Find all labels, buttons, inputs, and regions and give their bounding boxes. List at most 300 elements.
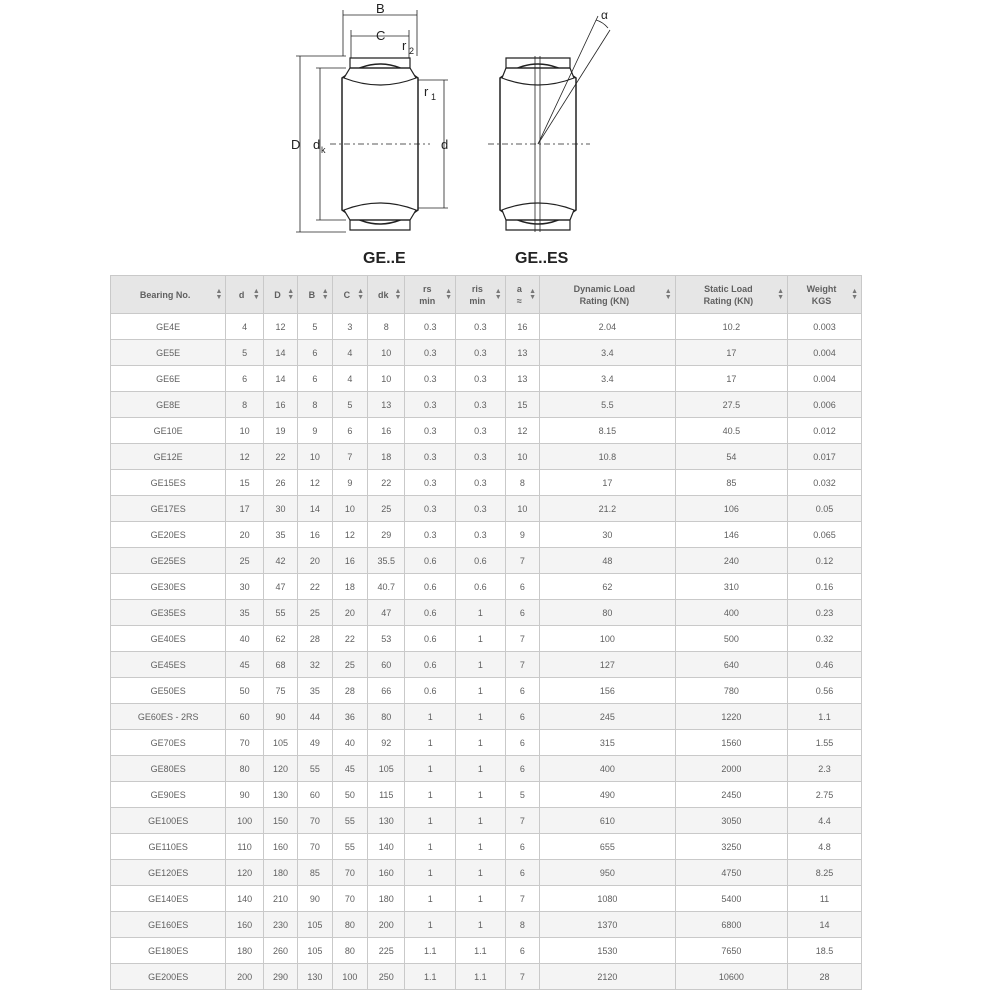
table-cell: 0.3 — [456, 366, 506, 392]
table-cell: 105 — [298, 912, 332, 938]
table-cell: 28 — [332, 678, 367, 704]
table-cell: 180 — [263, 860, 297, 886]
table-cell: GE4E — [111, 314, 226, 340]
table-cell: 0.003 — [788, 314, 862, 340]
table-cell: 1 — [405, 704, 456, 730]
table-cell: 15 — [226, 470, 263, 496]
table-cell: 1 — [456, 600, 506, 626]
table-cell: 1 — [405, 834, 456, 860]
table-cell: 10 — [505, 496, 539, 522]
table-row — [111, 626, 862, 652]
table-cell: 2120 — [540, 964, 676, 990]
table-cell: 160 — [368, 860, 405, 886]
table-cell: 0.6 — [456, 548, 506, 574]
table-body — [111, 314, 862, 990]
table-row — [111, 522, 862, 548]
table-cell: GE12E — [111, 444, 226, 470]
table-cell: 180 — [368, 886, 405, 912]
table-cell: 18.5 — [788, 938, 862, 964]
table-cell: 60 — [368, 652, 405, 678]
sort-arrows-icon[interactable]: ▲ ▼ — [252, 287, 260, 301]
table-cell: 130 — [368, 808, 405, 834]
table-cell: 500 — [675, 626, 787, 652]
table-cell: 80 — [226, 756, 263, 782]
table-cell: 1 — [405, 730, 456, 756]
sort-arrows-icon[interactable]: ▲ ▼ — [851, 287, 858, 301]
table-cell: 18 — [332, 574, 367, 600]
table-cell: 40.5 — [675, 418, 787, 444]
column-header-3[interactable] — [298, 276, 332, 314]
table-cell: GE80ES — [111, 756, 226, 782]
column-header-11[interactable] — [788, 276, 862, 314]
header-line-2: Rating (KN) — [703, 295, 754, 306]
table-cell: 0.3 — [405, 314, 456, 340]
table-cell: 22 — [263, 444, 297, 470]
table-cell: 35.5 — [368, 548, 405, 574]
table-cell: GE110ES — [111, 834, 226, 860]
table-cell: 22 — [332, 626, 367, 652]
table-cell: 90 — [226, 782, 263, 808]
table-cell: 1 — [456, 730, 506, 756]
table-cell: 5 — [298, 314, 332, 340]
table-cell: 45 — [226, 652, 263, 678]
table-cell: 55 — [263, 600, 297, 626]
table-cell: GE120ES — [111, 860, 226, 886]
column-header-label — [419, 283, 441, 307]
table-cell: 7 — [505, 626, 539, 652]
ge-es-drawing — [488, 16, 610, 232]
table-cell: 20 — [226, 522, 263, 548]
table-cell: 640 — [675, 652, 787, 678]
sort-arrows-icon[interactable]: ▲ ▼ — [215, 287, 223, 301]
table-cell: 950 — [540, 860, 676, 886]
table-cell: 70 — [332, 886, 367, 912]
table-cell: 0.3 — [456, 314, 506, 340]
table-cell: 6 — [505, 860, 539, 886]
label-r2: r — [402, 38, 407, 53]
sort-arrows-icon[interactable]: ▲ ▼ — [445, 287, 453, 301]
table-cell: 2000 — [675, 756, 787, 782]
table-cell: 0.23 — [788, 600, 862, 626]
table-cell: 5.5 — [540, 392, 676, 418]
table-cell: 6 — [505, 574, 539, 600]
table-cell: 130 — [263, 782, 297, 808]
table-cell: 655 — [540, 834, 676, 860]
header-line-1: Dynamic Load — [573, 283, 636, 294]
table-cell: 106 — [675, 496, 787, 522]
table-cell: 16 — [298, 522, 332, 548]
table-cell: GE30ES — [111, 574, 226, 600]
sort-arrows-icon[interactable]: ▲ ▼ — [664, 287, 672, 301]
table-cell: GE60ES - 2RS — [111, 704, 226, 730]
table-cell: 1 — [456, 834, 506, 860]
label-c: C — [376, 28, 386, 43]
table-cell: 5 — [332, 392, 367, 418]
table-cell: 6 — [505, 704, 539, 730]
header-line-1: a — [516, 283, 522, 294]
table-cell: 47 — [368, 600, 405, 626]
header-line-1: B — [308, 289, 316, 300]
sort-arrows-icon[interactable]: ▲ ▼ — [494, 287, 502, 301]
table-cell: 0.6 — [405, 574, 456, 600]
column-header-10[interactable] — [675, 276, 787, 314]
column-header-8[interactable] — [505, 276, 539, 314]
table-cell: 7 — [505, 964, 539, 990]
table-cell: GE25ES — [111, 548, 226, 574]
column-header-1[interactable] — [226, 276, 263, 314]
table-cell: 10600 — [675, 964, 787, 990]
table-cell: 150 — [263, 808, 297, 834]
table-cell: 120 — [226, 860, 263, 886]
table-cell: 25 — [226, 548, 263, 574]
table-cell: 17 — [675, 340, 787, 366]
table-cell: 20 — [332, 600, 367, 626]
table-cell: 1 — [456, 860, 506, 886]
table-cell: 105 — [298, 938, 332, 964]
table-cell: 28 — [788, 964, 862, 990]
table-cell: 7 — [505, 808, 539, 834]
column-header-5[interactable] — [368, 276, 405, 314]
table-cell: 14 — [263, 340, 297, 366]
table-cell: 315 — [540, 730, 676, 756]
table-cell: 4750 — [675, 860, 787, 886]
table-cell: 16 — [505, 314, 539, 340]
column-header-label — [704, 283, 760, 307]
table-cell: 8.25 — [788, 860, 862, 886]
table-cell: 10 — [298, 444, 332, 470]
table-cell: 1080 — [540, 886, 676, 912]
table-cell: 0.004 — [788, 366, 862, 392]
table-cell: 75 — [263, 678, 297, 704]
table-row — [111, 704, 862, 730]
table-cell: 32 — [298, 652, 332, 678]
table-cell: 1220 — [675, 704, 787, 730]
table-cell: 4.4 — [788, 808, 862, 834]
table-cell: 4 — [226, 314, 263, 340]
caption-ge-e: GE..E — [363, 250, 406, 267]
table-cell: GE40ES — [111, 626, 226, 652]
table-cell: GE160ES — [111, 912, 226, 938]
table-cell: 240 — [675, 548, 787, 574]
table-cell: 1 — [456, 626, 506, 652]
table-cell: 0.12 — [788, 548, 862, 574]
table-cell: GE45ES — [111, 652, 226, 678]
table-cell: 60 — [298, 782, 332, 808]
table-cell: 12 — [298, 470, 332, 496]
table-cell: 7 — [505, 548, 539, 574]
table-cell: 6 — [226, 366, 263, 392]
table-cell: 6 — [298, 340, 332, 366]
table-cell: 0.017 — [788, 444, 862, 470]
table-cell: 30 — [540, 522, 676, 548]
table-cell: 8 — [368, 314, 405, 340]
table-cell: 54 — [675, 444, 787, 470]
table-cell: 55 — [332, 834, 367, 860]
column-header-9[interactable] — [540, 276, 676, 314]
table-cell: 6 — [505, 834, 539, 860]
table-cell: 30 — [226, 574, 263, 600]
table-row — [111, 756, 862, 782]
header-line-1: Weight — [806, 283, 837, 294]
table-cell: 5400 — [675, 886, 787, 912]
table-cell: 0.3 — [456, 470, 506, 496]
table-cell: 0.6 — [405, 600, 456, 626]
table-cell: GE50ES — [111, 678, 226, 704]
table-cell: 22 — [368, 470, 405, 496]
table-cell: 6 — [505, 600, 539, 626]
table-cell: 0.6 — [405, 678, 456, 704]
table-cell: 35 — [298, 678, 332, 704]
table-cell: 70 — [298, 834, 332, 860]
table-cell: 0.6 — [405, 548, 456, 574]
header-line-1: rs — [423, 283, 432, 294]
table-cell: 290 — [263, 964, 297, 990]
table-cell: 1 — [456, 704, 506, 730]
table-cell: 50 — [226, 678, 263, 704]
table-cell: 18 — [368, 444, 405, 470]
table-cell: 0.3 — [456, 496, 506, 522]
table-cell: 146 — [675, 522, 787, 548]
table-cell: GE15ES — [111, 470, 226, 496]
table-cell: 250 — [368, 964, 405, 990]
label-d-bore: d — [441, 137, 449, 152]
table-cell: 1 — [405, 912, 456, 938]
table-cell: 29 — [368, 522, 405, 548]
table-cell: 3 — [332, 314, 367, 340]
table-cell: 4 — [332, 340, 367, 366]
column-header-6[interactable] — [405, 276, 456, 314]
header-line-1: C — [343, 289, 351, 300]
table-cell: GE6E — [111, 366, 226, 392]
table-cell: 0.065 — [788, 522, 862, 548]
table-cell: 1 — [456, 756, 506, 782]
table-cell: 10 — [332, 496, 367, 522]
table-cell: 16 — [332, 548, 367, 574]
table-cell: 0.004 — [788, 340, 862, 366]
table-cell: 0.05 — [788, 496, 862, 522]
header-line-1: Static Load — [704, 283, 753, 294]
column-header-7[interactable] — [456, 276, 506, 314]
table-cell: 100 — [332, 964, 367, 990]
table-cell: 0.16 — [788, 574, 862, 600]
table-cell: 7 — [505, 886, 539, 912]
table-cell: 14 — [298, 496, 332, 522]
column-header-label — [274, 289, 287, 301]
table-cell: 210 — [263, 886, 297, 912]
table-cell: 0.3 — [405, 496, 456, 522]
header-line-1: D — [274, 289, 281, 300]
table-cell: 0.3 — [405, 522, 456, 548]
table-cell: 6 — [505, 756, 539, 782]
table-cell: 25 — [368, 496, 405, 522]
table-cell: 1.1 — [405, 938, 456, 964]
table-row — [111, 600, 862, 626]
label-r2-sub: 2 — [409, 46, 415, 56]
table-cell: 1 — [405, 886, 456, 912]
table-cell: 6 — [298, 366, 332, 392]
table-cell: 55 — [332, 808, 367, 834]
table-cell: 3250 — [675, 834, 787, 860]
table-cell: 16 — [368, 418, 405, 444]
table-cell: 120 — [263, 756, 297, 782]
table-row — [111, 496, 862, 522]
bearing-spec-table — [110, 275, 862, 990]
table-cell: 0.6 — [456, 574, 506, 600]
table-cell: 90 — [298, 886, 332, 912]
table-cell: 310 — [675, 574, 787, 600]
table-row — [111, 418, 862, 444]
table-cell: 1.1 — [788, 704, 862, 730]
table-cell: 0.032 — [788, 470, 862, 496]
table-row — [111, 938, 862, 964]
table-cell: 1530 — [540, 938, 676, 964]
table-row — [111, 652, 862, 678]
table-cell: 10.8 — [540, 444, 676, 470]
table-cell: 6 — [505, 678, 539, 704]
table-cell: 110 — [226, 834, 263, 860]
table-cell: 49 — [298, 730, 332, 756]
table-cell: 55 — [298, 756, 332, 782]
table-cell: 0.3 — [456, 522, 506, 548]
table-cell: 156 — [540, 678, 676, 704]
sort-arrows-icon[interactable]: ▲ ▼ — [394, 287, 402, 301]
table-row — [111, 730, 862, 756]
table-cell: 85 — [298, 860, 332, 886]
table-cell: 0.6 — [405, 626, 456, 652]
table-cell: 115 — [368, 782, 405, 808]
table-cell: GE90ES — [111, 782, 226, 808]
header-line-1: dk — [378, 289, 389, 300]
table-cell: 8 — [505, 470, 539, 496]
table-cell: 7 — [332, 444, 367, 470]
table-cell: 28 — [298, 626, 332, 652]
table-cell: 6800 — [675, 912, 787, 938]
table-cell: 14 — [788, 912, 862, 938]
table-cell: 400 — [540, 756, 676, 782]
table-cell: 80 — [368, 704, 405, 730]
table-cell: 105 — [368, 756, 405, 782]
table-cell: 0.56 — [788, 678, 862, 704]
table-cell: 40.7 — [368, 574, 405, 600]
table-cell: 3050 — [675, 808, 787, 834]
table-cell: GE200ES — [111, 964, 226, 990]
header-line-2: ≈ — [516, 295, 522, 306]
table-cell: 0.012 — [788, 418, 862, 444]
header-line-2: KGS — [811, 295, 832, 306]
table-cell: 160 — [226, 912, 263, 938]
table-row — [111, 314, 862, 340]
table-cell: 25 — [332, 652, 367, 678]
table-cell: 9 — [298, 418, 332, 444]
table-row — [111, 444, 862, 470]
table-cell: 400 — [675, 600, 787, 626]
table-cell: 0.3 — [456, 340, 506, 366]
table-row — [111, 548, 862, 574]
table-cell: 2.3 — [788, 756, 862, 782]
table-cell: 1.1 — [456, 964, 506, 990]
sort-arrows-icon[interactable]: ▲ ▼ — [287, 287, 295, 301]
table-cell: 80 — [540, 600, 676, 626]
table-cell: 13 — [505, 366, 539, 392]
table-cell: 245 — [540, 704, 676, 730]
table-cell: 200 — [226, 964, 263, 990]
table-row — [111, 808, 862, 834]
table-cell: 17 — [226, 496, 263, 522]
table-cell: 12 — [263, 314, 297, 340]
table-cell: 14 — [263, 366, 297, 392]
table-row — [111, 340, 862, 366]
table-cell: 7650 — [675, 938, 787, 964]
sort-arrows-icon[interactable]: ▲ ▼ — [529, 287, 537, 301]
table-cell: GE10E — [111, 418, 226, 444]
table-cell: 10.2 — [675, 314, 787, 340]
table-cell: 1 — [405, 860, 456, 886]
table-cell: 0.3 — [405, 470, 456, 496]
column-header-2[interactable] — [263, 276, 297, 314]
table-cell: GE5E — [111, 340, 226, 366]
label-alpha: α — [601, 8, 608, 22]
table-cell: 10 — [226, 418, 263, 444]
table-cell: 8 — [226, 392, 263, 418]
label-d-outer: D — [291, 137, 301, 152]
table-cell: 0.32 — [788, 626, 862, 652]
table-cell: 35 — [263, 522, 297, 548]
sort-arrows-icon[interactable]: ▲ ▼ — [777, 287, 785, 301]
sort-arrows-icon[interactable]: ▲ ▼ — [357, 287, 365, 301]
table-cell: 1.55 — [788, 730, 862, 756]
column-header-4[interactable] — [332, 276, 367, 314]
table-cell: 40 — [332, 730, 367, 756]
table-cell: 11 — [788, 886, 862, 912]
table-cell: 100 — [540, 626, 676, 652]
table-cell: GE35ES — [111, 600, 226, 626]
table-row — [111, 834, 862, 860]
table-cell: 62 — [540, 574, 676, 600]
table-cell: 68 — [263, 652, 297, 678]
table-cell: 140 — [368, 834, 405, 860]
table-row — [111, 860, 862, 886]
table-cell: 6 — [332, 418, 367, 444]
table-cell: 490 — [540, 782, 676, 808]
table-cell: GE140ES — [111, 886, 226, 912]
table-cell: 1 — [456, 782, 506, 808]
table-cell: 1 — [405, 756, 456, 782]
table-cell: 80 — [332, 912, 367, 938]
table-cell: 50 — [332, 782, 367, 808]
label-r1-sub: 1 — [431, 92, 437, 102]
table-cell: 0.3 — [405, 444, 456, 470]
table-cell: 1370 — [540, 912, 676, 938]
table-cell: 15 — [505, 392, 539, 418]
table-cell: 12 — [505, 418, 539, 444]
table-cell: 130 — [298, 964, 332, 990]
table-cell: 0.3 — [405, 392, 456, 418]
ge-e-drawing — [296, 10, 448, 232]
table-cell: 92 — [368, 730, 405, 756]
table-cell: 42 — [263, 548, 297, 574]
table-cell: 6 — [505, 938, 539, 964]
table-cell: 70 — [332, 860, 367, 886]
column-header-label — [344, 289, 357, 301]
table-cell: 12 — [226, 444, 263, 470]
table-cell: 1 — [405, 782, 456, 808]
table-cell: 47 — [263, 574, 297, 600]
table-cell: 610 — [540, 808, 676, 834]
table-cell: 780 — [675, 678, 787, 704]
sort-arrows-icon[interactable]: ▲ ▼ — [321, 287, 329, 301]
column-header-0[interactable] — [111, 276, 226, 314]
label-r1: r — [424, 84, 429, 99]
